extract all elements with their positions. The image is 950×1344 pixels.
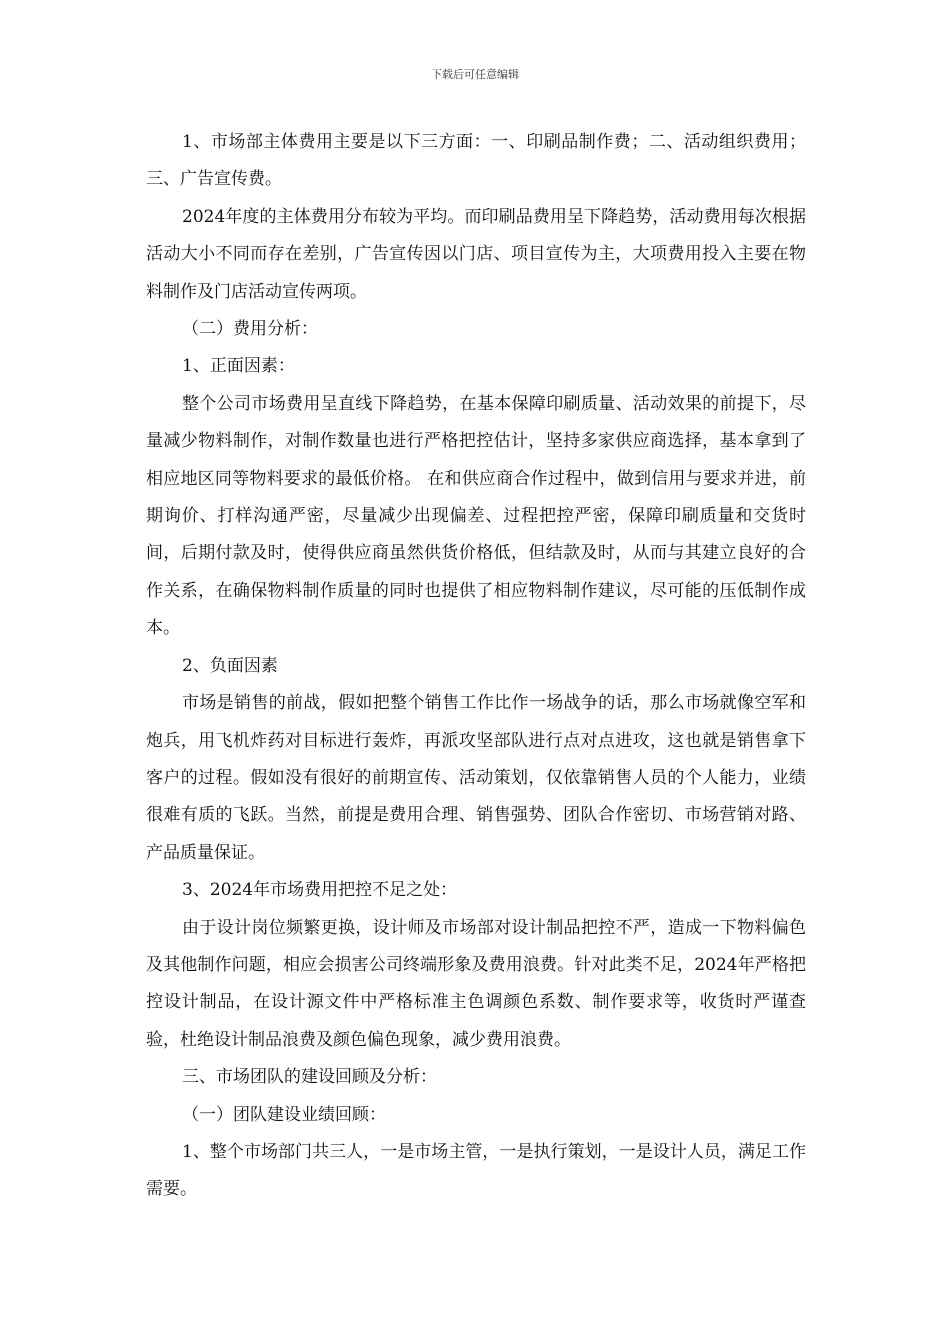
paragraph-cost-distribution: 2024年度的主体费用分布较为平均。而印刷品费用呈下降趋势，活动费用每次根据活动大小不同而存在差别，广告宣传因以门店、项目宣传为主，大项费用投入主要在物料制作及门店活动宣传两项。 [146, 206, 806, 302]
paragraph-cost-items: 1、市场部主体费用主要是以下三方面：一、印刷品制作费；二、活动组织费用；三、广告宣传费。 [146, 132, 806, 190]
heading-cost-analysis: （二）费用分析： [182, 319, 318, 340]
heading-positive-factors: 1、正面因素： [182, 356, 295, 377]
heading-shortcomings: 3、2024年市场费用把控不足之处： [182, 880, 458, 901]
page-header: 下载后可任意编辑 [431, 68, 519, 81]
paragraph-shortcomings: 由于设计岗位频繁更换，设计师及市场部对设计制品把控不严，造成一下物料偏色及其他制作问题，相应会损害公司终端形象及费用浪费。针对此类不足，2024年严格把控设计制品，在设计源文件中严格标准主色调颜色系数、制作要求等，收货时严谨查验，杜绝设计制品浪费及颜色偏色现象，减少费用浪费。 [146, 917, 806, 1050]
heading-team-performance: （一）团队建设业绩回顾： [182, 1104, 386, 1125]
paragraph-team-members: 1、整个市场部门共三人，一是市场主管，一是执行策划，一是设计人员，满足工作需要。 [146, 1141, 806, 1200]
heading-negative-factors: 2、负面因素 [182, 655, 278, 676]
paragraph-negative-factors: 市场是销售的前战，假如把整个销售工作比作一场战争的话，那么市场就像空军和炮兵，用飞机炸药对目标进行轰炸，再派攻坚部队进行点对点进攻，这也就是销售拿下客户的过程。假如没有很好的前期宣传、活动策划，仅依靠销售人员的个人能力，业绩很难有质的飞跃。当然，前提是费用合理、销售强势、团队合作密切、市场营销对路、产品质量保证。 [146, 693, 806, 863]
document-body [146, 124, 806, 1209]
paragraph-positive-factors: 整个公司市场费用呈直线下降趋势，在基本保障印刷质量、活动效果的前提下，尽量减少物料制作，对制作数量也进行严格把控估计，坚持多家供应商选择，基本拿到了相应地区同等物料要求的最低价格。 在和供应商合作过程中，做到信用与要求并进，前期询价、打样沟通严密，尽量减少出现偏差、过程把控严密，保障印刷质量和交货时间，后期付款及时，使得供应商虽然供货价格低，但结款及时，从而与其建立良好的合作关系，在确保物料制作质量的同时也提供了相应物料制作建议，尽可能的压低制作成本。 [146, 393, 806, 639]
heading-team-review: 三、市场团队的建设回顾及分析： [182, 1067, 437, 1088]
